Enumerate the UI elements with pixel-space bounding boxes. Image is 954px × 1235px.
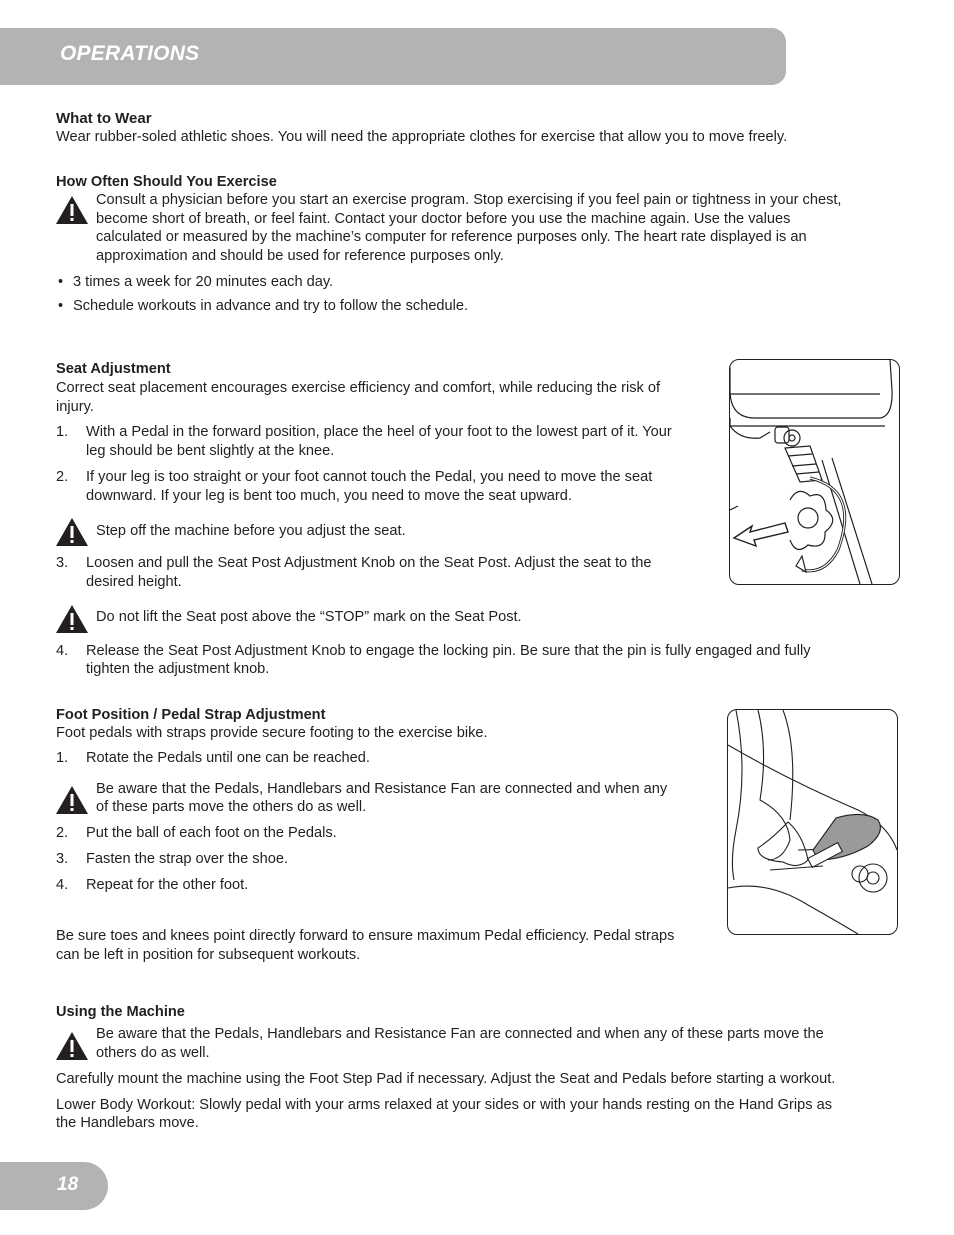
step-number: 3. xyxy=(56,851,69,867)
foot-step1: Rotate the Pedals until one can be reached. xyxy=(86,750,370,766)
step-number: 3. xyxy=(56,555,69,571)
heading-foot-position: Foot Position / Pedal Strap Adjustment xyxy=(56,707,326,723)
seat-warning-2: Do not lift the Seat post above the “STOP” mark on the Seat Post. xyxy=(96,609,522,625)
seat-intro-line: Correct seat placement encourages exercise efficiency and comfort, while reducing the risk of xyxy=(56,380,661,396)
warning-icon xyxy=(55,1031,89,1061)
seat-step4-line: tighten the adjustment knob. xyxy=(86,661,270,677)
what-to-wear-text: Wear rubber-soled athletic shoes. You will need the appropriate clothes for exercise that allow you to move freely. xyxy=(56,129,788,145)
foot-step4: Repeat for the other foot. xyxy=(86,877,249,893)
seat-step1-line: leg should be bent slightly at the knee. xyxy=(86,443,335,459)
using-paragraph-1: Carefully mount the machine using the Foot Step Pad if necessary. Adjust the Seat and Pedals before starting a workout. xyxy=(56,1071,836,1087)
heading-how-often: How Often Should You Exercise xyxy=(56,174,277,190)
seat-step2-line: downward. If your leg is bent too much, you need to move the seat upward. xyxy=(86,488,572,504)
warning-icon xyxy=(55,785,89,815)
seat-step3-line: desired height. xyxy=(86,574,182,590)
seat-post-knob-illustration xyxy=(729,359,900,585)
seat-intro-line: injury. xyxy=(56,399,94,415)
foot-note-line: Be sure toes and knees point directly forward to ensure maximum Pedal efficiency. Pedal straps xyxy=(56,928,675,944)
step-number: 1. xyxy=(56,424,69,440)
warning-icon xyxy=(55,195,89,225)
page-number: 18 xyxy=(57,1174,79,1195)
step-number: 1. xyxy=(56,750,69,766)
using-warning-line: Be aware that the Pedals, Handlebars and Resistance Fan are connected and when any of these parts move the xyxy=(96,1026,824,1042)
bullet-item: Schedule workouts in advance and try to follow the schedule. xyxy=(73,298,469,314)
heading-using-machine: Using the Machine xyxy=(56,1004,185,1020)
bullet-marker: • xyxy=(58,274,64,290)
step-number: 4. xyxy=(56,643,69,659)
foot-pedal-illustration xyxy=(727,709,898,935)
foot-warning-line: of these parts move the others do as well. xyxy=(96,799,367,815)
step-number: 2. xyxy=(56,825,69,841)
using-warning-line: others do as well. xyxy=(96,1045,210,1061)
foot-step2: Put the ball of each foot on the Pedals. xyxy=(86,825,337,841)
foot-warning-line: Be aware that the Pedals, Handlebars and Resistance Fan are connected and when any xyxy=(96,781,668,797)
bullet-marker: • xyxy=(58,298,64,314)
seat-step2-line: If your leg is too straight or your foot cannot touch the Pedal, you need to move the seat xyxy=(86,469,653,485)
how-often-warning-line: become short of breath, or feel faint. Contact your doctor before you use the machine again. Use the values xyxy=(96,211,791,227)
foot-intro: Foot pedals with straps provide secure footing to the exercise bike. xyxy=(56,725,488,741)
section-title: OPERATIONS xyxy=(60,42,200,65)
foot-note-line: can be left in position for subsequent workouts. xyxy=(56,947,361,963)
warning-icon xyxy=(55,517,89,547)
warning-icon xyxy=(55,604,89,634)
foot-step3: Fasten the strap over the shoe. xyxy=(86,851,288,867)
seat-step1-line: With a Pedal in the forward position, place the heel of your foot to the lowest part of it. Your xyxy=(86,424,672,440)
seat-step4-line: Release the Seat Post Adjustment Knob to engage the locking pin. Be sure that the pin is fully engaged and fully xyxy=(86,643,811,659)
seat-step3-line: Loosen and pull the Seat Post Adjustment Knob on the Seat Post. Adjust the seat to the xyxy=(86,555,652,571)
how-often-warning-line: Consult a physician before you start an exercise program. Stop exercising if you feel pain or tightness in your chest, xyxy=(96,192,842,208)
page-number-tab xyxy=(0,1162,108,1210)
heading-seat-adjustment: Seat Adjustment xyxy=(56,361,171,377)
seat-warning-1: Step off the machine before you adjust the seat. xyxy=(96,523,406,539)
using-paragraph-2-line: Lower Body Workout: Slowly pedal with your arms relaxed at your sides or with your hands resting on the Hand Grips as xyxy=(56,1097,832,1113)
step-number: 2. xyxy=(56,469,69,485)
step-number: 4. xyxy=(56,877,69,893)
how-often-warning-line: approximation and should be used for reference purposes only. xyxy=(96,248,504,264)
how-often-warning-line: calculated or measured by the machine’s computer for reference purposes only. The heart rate displayed is an xyxy=(96,229,807,245)
section-banner xyxy=(0,28,786,85)
using-paragraph-2-line: the Handlebars move. xyxy=(56,1115,199,1131)
bullet-item: 3 times a week for 20 minutes each day. xyxy=(73,274,334,290)
heading-what-to-wear: What to Wear xyxy=(56,110,152,127)
